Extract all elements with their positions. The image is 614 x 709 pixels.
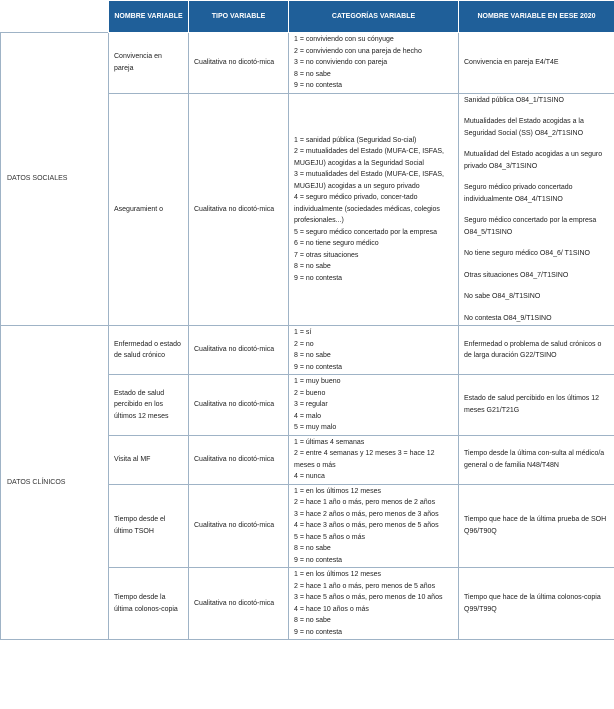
category-line: 4 = hace 10 años o más — [294, 605, 369, 613]
eese-name-line: Tiempo que hace de la última colonos-copia Q99/T99Q — [464, 594, 601, 613]
category-line: 3 = hace 2 años o más, pero menos de 3 años — [294, 510, 439, 518]
eese-name-line: Seguro médico privado concertado individualmente O84_4/T1SINO — [464, 184, 573, 203]
category-line: 9 = no contesta — [294, 628, 343, 636]
category-line: 4 = malo — [294, 412, 322, 420]
category-line: 6 = no tiene seguro médico — [294, 240, 379, 247]
variable-name: Tiempo desde el último TSOH — [109, 484, 189, 568]
eese-name-line: Tiempo que hace de la última prueba de SOH Q96/T90Q — [464, 516, 607, 535]
group-datos-sociales: DATOS SOCIALES — [1, 33, 109, 326]
variable-type: Cualitativa no dicotó-mica — [189, 484, 289, 568]
category-line: 5 = muy malo — [294, 424, 337, 431]
category-line: 1 = últimas 4 semanas — [294, 438, 365, 446]
category-line: 4 = nunca — [294, 473, 325, 480]
variable-eese-name — [459, 435, 614, 484]
category-line: 3 = regular — [294, 401, 328, 408]
header-tipo-variable: TIPO VARIABLE — [189, 1, 289, 33]
variable-name: Visita al MF — [109, 435, 189, 484]
category-line: 1 = en los últimos 12 meses — [294, 487, 381, 495]
category-line: 8 = no sabe — [294, 617, 331, 624]
category-line: 3 = hace 5 años o más, pero menos de 10 años — [294, 594, 443, 601]
category-line: 1 = conviviendo con su cónyuge — [294, 36, 394, 43]
category-line: 2 = bueno — [294, 389, 326, 397]
variable-type: Cualitativa no dicotó-mica — [189, 33, 289, 94]
group-datos-clinicos: DATOS CLÍNICOS — [1, 326, 109, 640]
variable-categories — [289, 435, 459, 484]
table-row — [1, 33, 614, 94]
eese-name-line: Enfermedad o problema de salud crónicos o de larga duración G22/TSINO — [464, 340, 602, 359]
eese-name-line: Convivencia en pareja E4/T4E — [464, 59, 559, 66]
variable-eese-name — [459, 375, 614, 436]
variable-eese-name — [459, 568, 614, 640]
variable-type: Cualitativa no dicotó-mica — [189, 326, 289, 375]
category-line: 1 = muy bueno — [294, 378, 341, 385]
eese-name-line: Sanidad pública O84_1/T1SINO — [464, 96, 565, 104]
variable-categories — [289, 33, 459, 94]
category-line: 1 = en los últimos 12 meses — [294, 571, 381, 578]
category-line: 8 = no sabe — [294, 70, 331, 78]
variable-name: Aseguramient o — [109, 93, 189, 326]
eese-name-line: Estado de salud percibido en los últimos 12 meses G21/T21G — [464, 395, 600, 414]
variable-eese-name — [459, 93, 614, 326]
header-row — [1, 1, 614, 33]
variable-eese-name — [459, 484, 614, 568]
category-line: 2 = no — [294, 340, 314, 348]
variable-categories — [289, 568, 459, 640]
category-line: 4 = seguro médico privado, concer-tado individualmente (sociedades médicas, colegios profesionales...) — [294, 194, 440, 224]
category-line: 3 = mutualidades del Estado (MUFA-CE, ISFAS, MUGEJU) acogidas a un seguro privado — [294, 171, 444, 190]
variable-type: Cualitativa no dicotó-mica — [189, 93, 289, 326]
variable-categories — [289, 93, 459, 326]
category-line: 9 = no contesta — [294, 363, 343, 371]
category-line: 9 = no contesta — [294, 82, 343, 89]
category-line: 9 = no contesta — [294, 274, 343, 282]
category-line: 8 = no sabe — [294, 263, 331, 270]
variable-name: Enfermedad o estado de salud crónico — [109, 326, 189, 375]
category-line: 8 = no sabe — [294, 352, 331, 359]
variable-name: Convivencia en pareja — [109, 33, 189, 94]
eese-name-line: No contesta O84_9/T1SINO — [464, 314, 552, 322]
eese-name-line: Mutualidad del Estado acogidas a un seguro privado O84_3/T1SINO — [464, 151, 603, 170]
header-blank — [1, 1, 109, 33]
eese-name-line: Mutualidades del Estado acogidas a la Seguridad Social (SS) O84_2/T1SINO — [464, 118, 584, 137]
header-categorias-variable: CATEGORÍAS VARIABLE — [289, 1, 459, 33]
category-line: 3 = no conviviendo con pareja — [294, 59, 388, 66]
eese-name-line: Seguro médico concertado por la empresa O84_5/T1SINO — [464, 217, 597, 236]
category-line: 2 = mutualidades del Estado (MUFA-CE, ISFAS, MUGEJU) acogidas a la Seguridad Social — [294, 148, 444, 167]
category-line: 2 = hace 1 año o más, pero menos de 5 años — [294, 582, 436, 590]
category-line: 2 = hace 1 año o más, pero menos de 2 años — [294, 499, 436, 506]
category-line: 1 = sanidad pública (Seguridad So-cial) — [294, 136, 417, 144]
variable-eese-name — [459, 33, 614, 94]
header-nombre-eese: NOMBRE VARIABLE EN EESE 2020 — [459, 1, 614, 33]
variable-categories — [289, 375, 459, 436]
category-line: 7 = otras situaciones — [294, 251, 359, 259]
category-line: 2 = entre 4 semanas y 12 meses 3 = hace 12 meses o más — [294, 450, 435, 469]
header-nombre-variable: NOMBRE VARIABLE — [109, 1, 189, 33]
table-row — [1, 326, 614, 375]
eese-name-line: No sabe O84_8/T1SINO — [464, 293, 541, 300]
category-line: 5 = seguro médico concertado por la empresa — [294, 228, 437, 236]
variable-categories — [289, 326, 459, 375]
category-line: 8 = no sabe — [294, 545, 331, 552]
variable-type: Cualitativa no dicotó-mica — [189, 568, 289, 640]
eese-name-line: No tiene seguro médico O84_6/ T1SINO — [464, 250, 590, 257]
variable-eese-name — [459, 326, 614, 375]
variable-categories — [289, 484, 459, 568]
category-line: 2 = conviviendo con una pareja de hecho — [294, 47, 422, 55]
category-line: 5 = hace 5 años o más — [294, 533, 366, 541]
variable-name: Estado de salud percibido en los últimos 12 meses — [109, 375, 189, 436]
category-line: 4 = hace 3 años o más, pero menos de 5 años — [294, 522, 439, 529]
category-line: 1 = sí — [294, 329, 312, 336]
eese-name-line: Otras situaciones O84_7/T1SINO — [464, 271, 569, 279]
variable-type: Cualitativa no dicotó-mica — [189, 435, 289, 484]
eese-name-line: Tiempo desde la última con-sulta al médico/a general o de familia N48/T48N — [464, 450, 605, 469]
category-line: 9 = no contesta — [294, 556, 343, 564]
variable-type: Cualitativa no dicotó-mica — [189, 375, 289, 436]
variable-name: Tiempo desde la última colonos-copia — [109, 568, 189, 640]
